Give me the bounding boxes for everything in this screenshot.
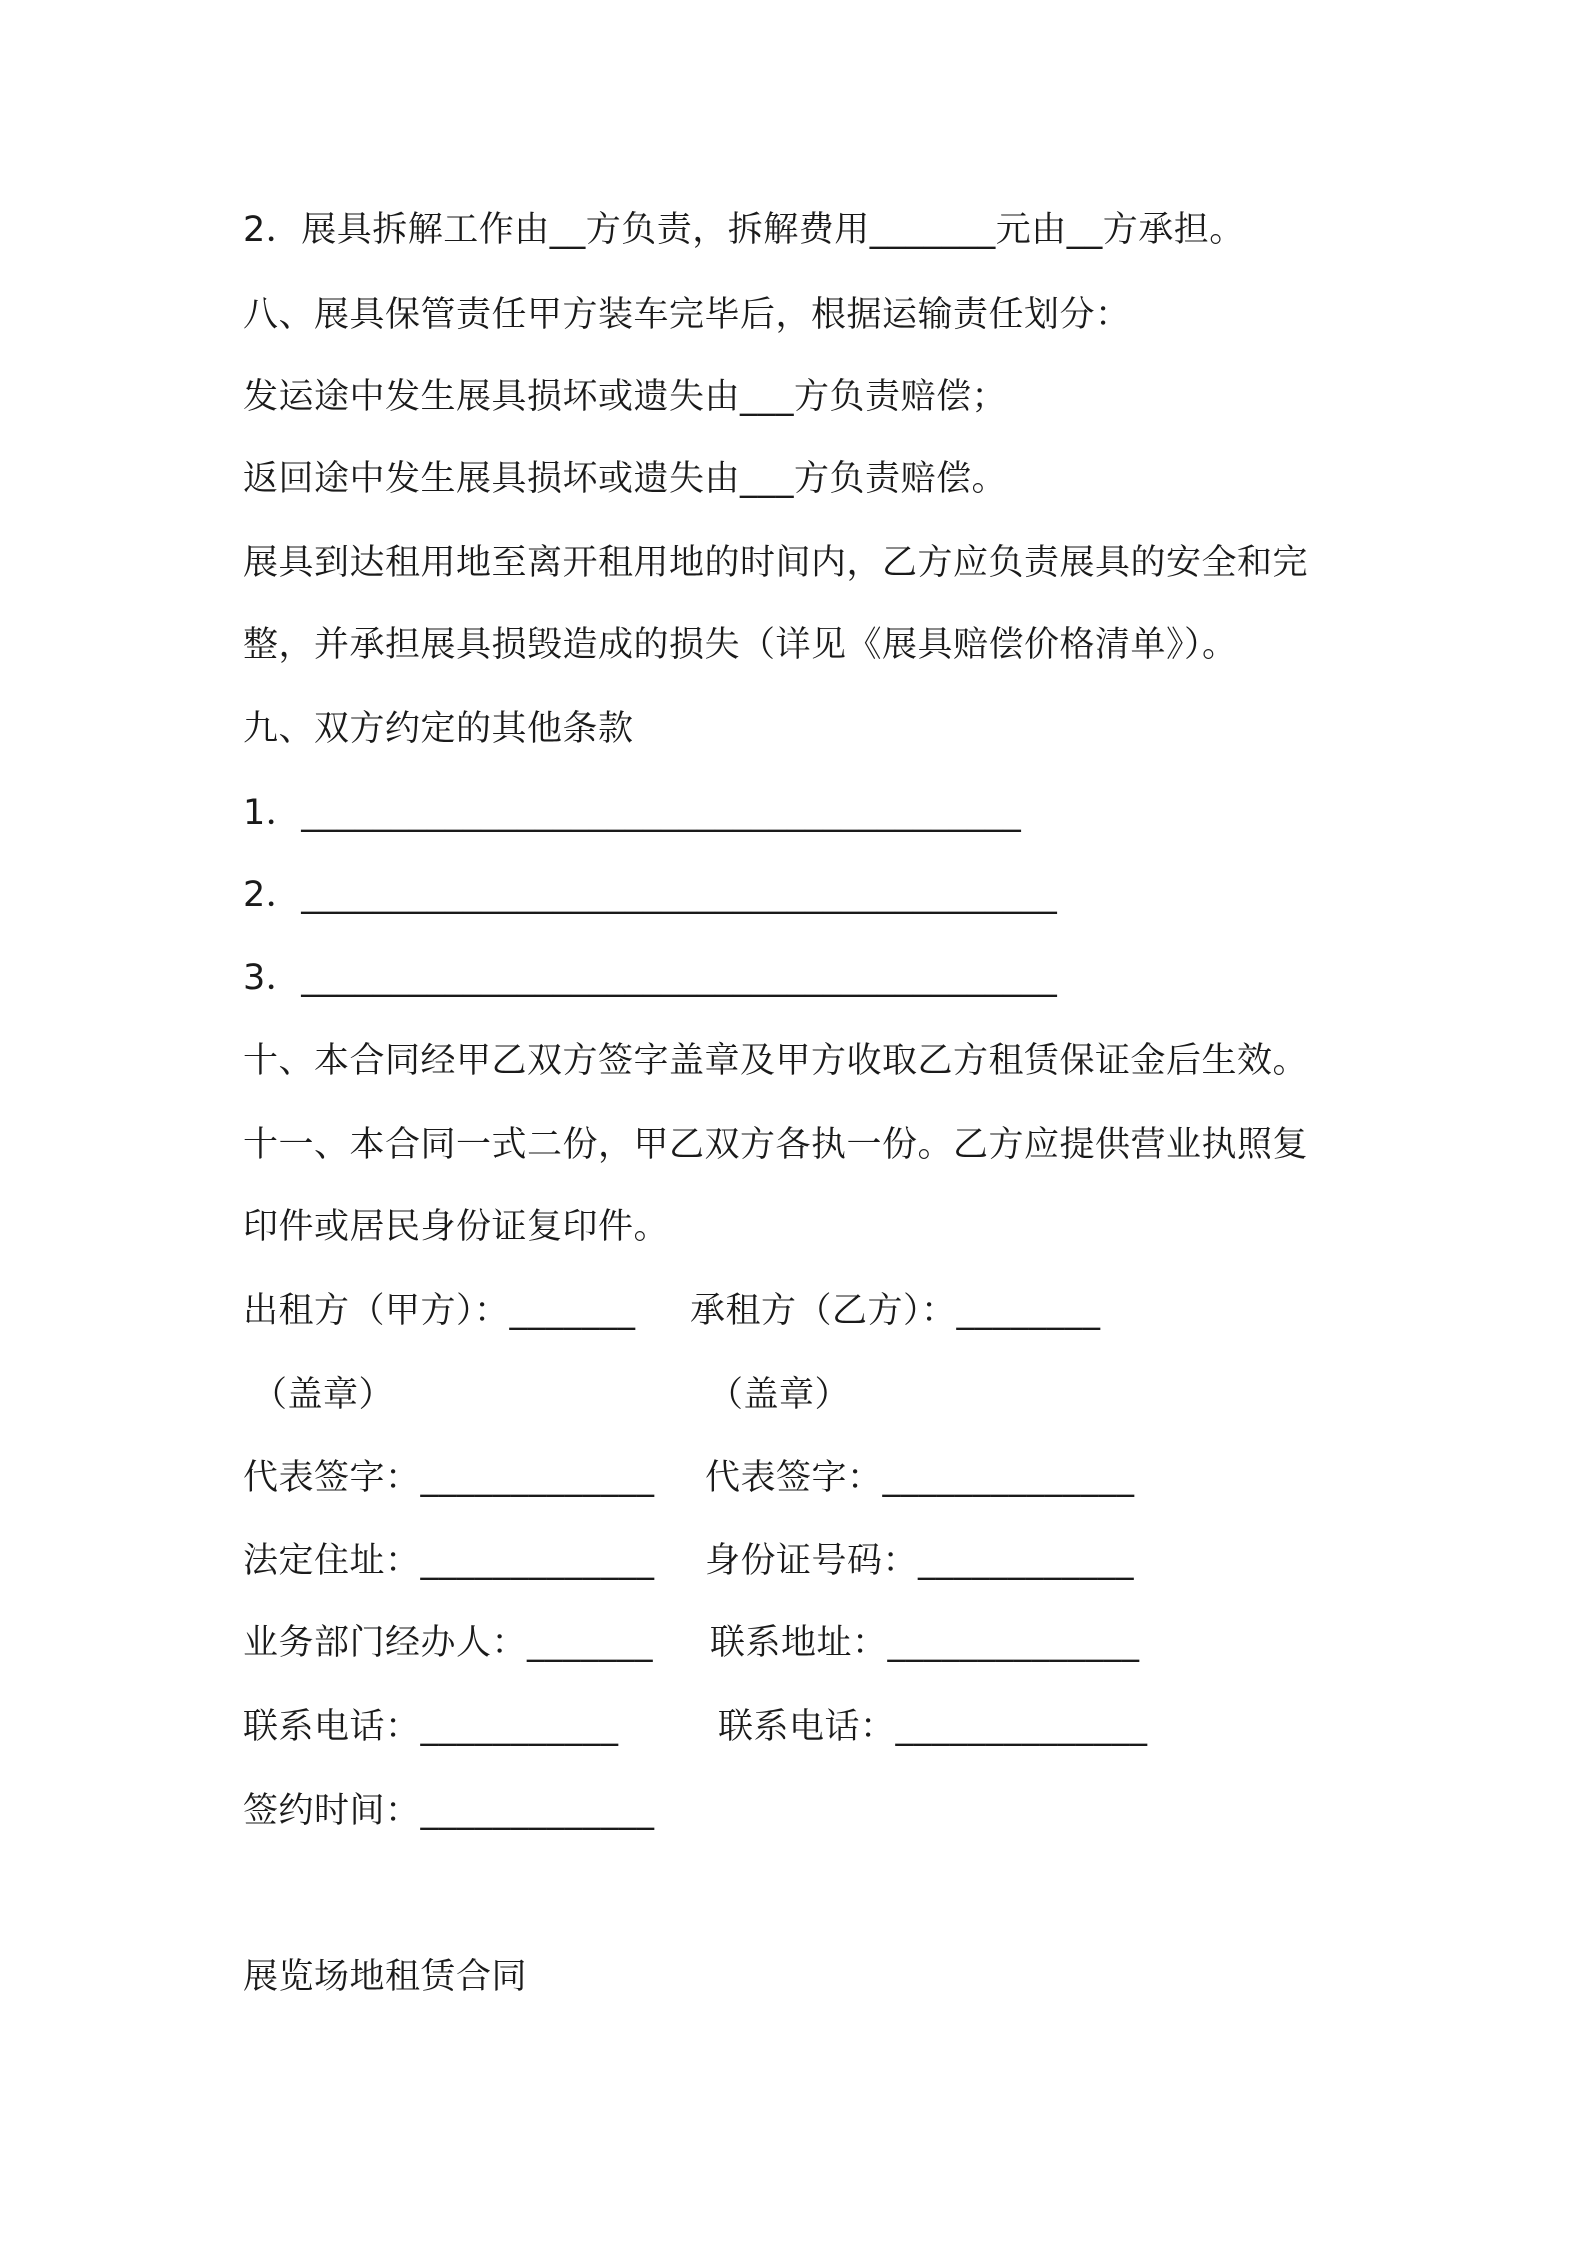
clause-7-item-2: 2．展具拆解工作由__方负责，拆解费用_______元由__方承担。	[243, 210, 1245, 250]
sign-date: 签约时间：_____________	[243, 1791, 655, 1831]
legal-address-left: 法定住址：_____________	[243, 1541, 655, 1581]
clause-11-line-1: 十一、本合同一式二份，甲乙双方各执一份。乙方应提供营业执照复	[243, 1125, 1309, 1165]
clause-9-item-1: 1．________________________________________	[243, 793, 1022, 833]
clause-9-heading: 九、双方约定的其他条款	[243, 709, 634, 749]
clause-8-paragraph-line-1: 展具到达租用地至离开租用地的时间内，乙方应负责展具的安全和完	[243, 543, 1309, 583]
clause-10: 十、本合同经甲乙双方签字盖章及甲方收取乙方租赁保证金后生效。	[243, 1041, 1309, 1081]
next-contract-title: 展览场地租赁合同	[243, 1957, 528, 1997]
phone-right: 联系电话：______________	[718, 1707, 1148, 1747]
lessor-label: 出租方（甲方）：_______	[243, 1291, 636, 1331]
phone-left: 联系电话：___________	[243, 1707, 619, 1747]
clause-9-item-2: 2．__________________________________________	[243, 875, 1058, 915]
clause-9-item-3: 3．__________________________________________	[243, 958, 1058, 998]
business-agent-left: 业务部门经办人：_______	[243, 1623, 654, 1663]
seal-right: （盖章）	[708, 1375, 851, 1415]
representative-right: 代表签字：______________	[705, 1458, 1135, 1498]
clause-8-return: 返回途中发生展具损坏或遗失由___方负责赔偿。	[243, 459, 1008, 499]
representative-left: 代表签字：_____________	[243, 1458, 655, 1498]
lessee-label: 承租方（乙方）：________	[690, 1291, 1101, 1331]
clause-8-heading: 八、展具保管责任甲方装车完毕后，根据运输责任划分：	[243, 295, 1131, 335]
clause-8-paragraph-line-2: 整，并承担展具损毁造成的损失（详见《展具赔偿价格清单》）。	[243, 625, 1238, 665]
clause-8-outbound: 发运途中发生展具损坏或遗失由___方负责赔偿；	[243, 377, 1008, 417]
contact-address-right: 联系地址：______________	[710, 1623, 1140, 1663]
seal-left: （盖章）	[252, 1375, 395, 1415]
clause-11-line-2: 印件或居民身份证复印件。	[243, 1207, 670, 1247]
id-number-right: 身份证号码：____________	[705, 1541, 1135, 1581]
